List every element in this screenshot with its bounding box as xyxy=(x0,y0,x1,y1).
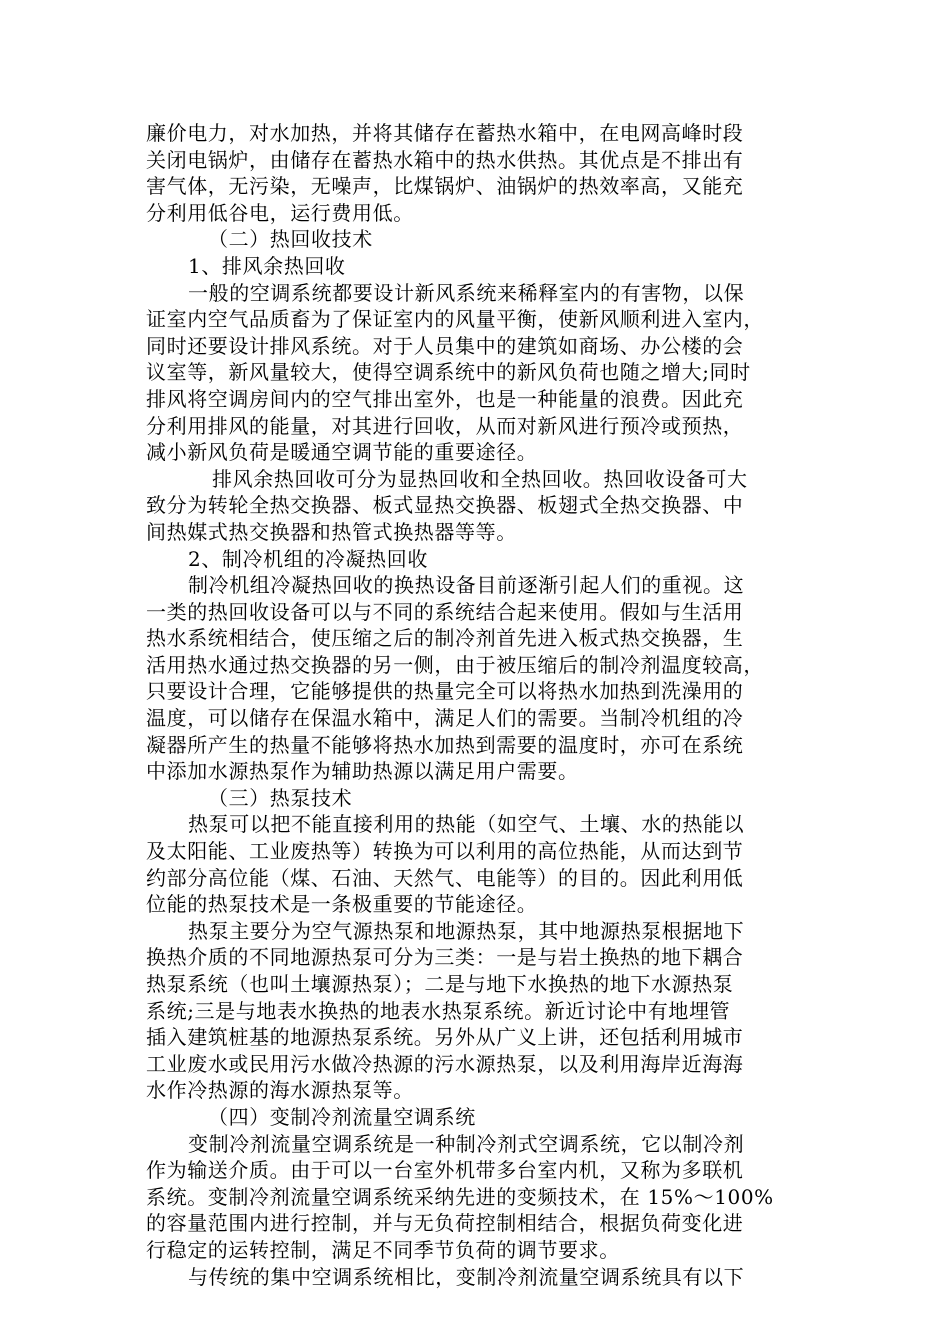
paragraph-line: 减小新风负荷是暖通空调节能的重要途径。 xyxy=(146,440,538,465)
document-body xyxy=(146,120,806,1290)
paragraph-line: 害气体，无污染，无噪声，比煤锅炉、油锅炉的热效率高，又能充 xyxy=(146,174,744,199)
paragraph-first-line: 制冷机组冷凝热回收的换热设备目前逐渐引起人们的重视。这 xyxy=(188,573,745,598)
paragraph-line: 系统。变制冷剂流量空调系统采纳先进的变频技术，在 15%～100% xyxy=(146,1184,774,1209)
paragraph-line: 只要设计合理，它能够提供的热量完全可以将热水加热到洗澡用的 xyxy=(146,679,744,704)
paragraph-line: 证室内空气品质畜为了保证室内的风量平衡，使新风顺利进入室内， xyxy=(146,307,764,332)
section-heading: （四）变制冷剂流量空调系统 xyxy=(208,1104,476,1129)
paragraph-line: 廉价电力，对水加热，并将其储存在蓄热水箱中，在电网高峰时段 xyxy=(146,121,744,145)
paragraph-first-line: 排风余热回收可分为显热回收和全热回收。热回收设备可大 xyxy=(212,466,748,491)
paragraph-first-line: 热泵主要分为空气源热泵和地源热泵，其中地源热泵根据地下 xyxy=(188,918,745,943)
section-heading: （三）热泵技术 xyxy=(208,785,353,810)
paragraph-line: 的容量范围内进行控制，并与无负荷控制相结合，根据负荷变化进 xyxy=(146,1211,744,1236)
paragraph-line: 中添加水源热泵作为辅助热源以满足用户需要。 xyxy=(146,759,579,784)
paragraph-line: 水作冷热源的海水源热泵等。 xyxy=(146,1078,414,1103)
paragraph-line: 一类的热回收设备可以与不同的系统结合起来使用。假如与生活用 xyxy=(146,599,744,624)
paragraph-line: 温度，可以储存在保温水箱中，满足人们的需要。当制冷机组的冷 xyxy=(146,706,744,731)
paragraph-line: 致分为转轮全热交换器、板式显热交换器、板翅式全热交换器、中 xyxy=(146,493,744,518)
paragraph-first-line: 变制冷剂流量空调系统是一种制冷剂式空调系统，它以制冷剂 xyxy=(188,1131,745,1156)
subsection-heading: 2、制冷机组的冷凝热回收 xyxy=(188,546,428,571)
paragraph-line: 凝器所产生的热量不能够将热水加热到需要的温度时，亦可在系统 xyxy=(146,732,744,757)
paragraph-line: 插入建筑桩基的地源热泵系统。另外从广义上讲，还包括利用城市 xyxy=(146,1025,744,1050)
paragraph-line: 活用热水通过热交换器的另一侧，由于被压缩后的制冷剂温度较高， xyxy=(146,652,764,677)
paragraph-line: 位能的热泵技术是一条极重要的节能途径。 xyxy=(146,892,538,917)
paragraph-line: 议室等，新风量较大，使得空调系统中的新风负荷也随之增大;同时 xyxy=(146,360,751,385)
paragraph-line: 系统;三是与地表水换热的地表水热泵系统。新近讨论中有地埋管 xyxy=(146,998,731,1023)
paragraph-line: 分利用低谷电，运行费用低。 xyxy=(146,200,414,225)
subsection-heading: 1、排风余热回收 xyxy=(188,253,346,278)
section-heading: （二）热回收技术 xyxy=(208,227,373,252)
paragraph-line: 分利用排风的能量，对其进行回收，从而对新风进行预冷或预热， xyxy=(146,413,744,438)
paragraph-line: 热泵系统（也叫土壤源热泵）；二是与地下水换热的地下水源热泵 xyxy=(146,972,734,996)
paragraph-line: 同时还要设计排风系统。对于人员集中的建筑如商场、办公楼的会 xyxy=(146,333,744,358)
paragraph-line: 行稳定的运转控制，满足不同季节负荷的调节要求。 xyxy=(146,1237,620,1262)
paragraph-first-line: 与传统的集中空调系统相比，变制冷剂流量空调系统具有以下 xyxy=(188,1264,745,1289)
paragraph-line: 间热媒式热交换器和热管式换热器等等。 xyxy=(146,519,517,544)
paragraph-line: 工业废水或民用污水做冷热源的污水源热泵，以及利用海岸近海海 xyxy=(146,1051,744,1076)
paragraph-line: 及太阳能、工业废热等）转换为可以利用的高位热能，从而达到节 xyxy=(146,839,744,864)
paragraph-line: 作为输送介质。由于可以一台室外机带多台室内机，又称为多联机 xyxy=(146,1158,744,1183)
paragraph-first-line: 一般的空调系统都要设计新风系统来稀释室内的有害物，以保 xyxy=(188,280,745,305)
paragraph-line: 排风将空调房间内的空气排出室外，也是一种能量的浪费。因此充 xyxy=(146,386,744,411)
paragraph-line: 热水系统相结合，使压缩之后的制冷剂首先进入板式热交换器，生 xyxy=(146,626,744,651)
paragraph-first-line: 热泵可以把不能直接利用的热能（如空气、土壤、水的热能以 xyxy=(188,812,745,837)
paragraph-line: 关闭电锅炉，由储存在蓄热水箱中的热水供热。其优点是不排出有 xyxy=(146,147,744,172)
paragraph-line: 约部分高位能（煤、石油、天然气、电能等）的目的。因此利用低 xyxy=(146,865,744,890)
paragraph-line: 换热介质的不同地源热泵可分为三类：一是与岩土换热的地下耦合 xyxy=(146,945,744,970)
